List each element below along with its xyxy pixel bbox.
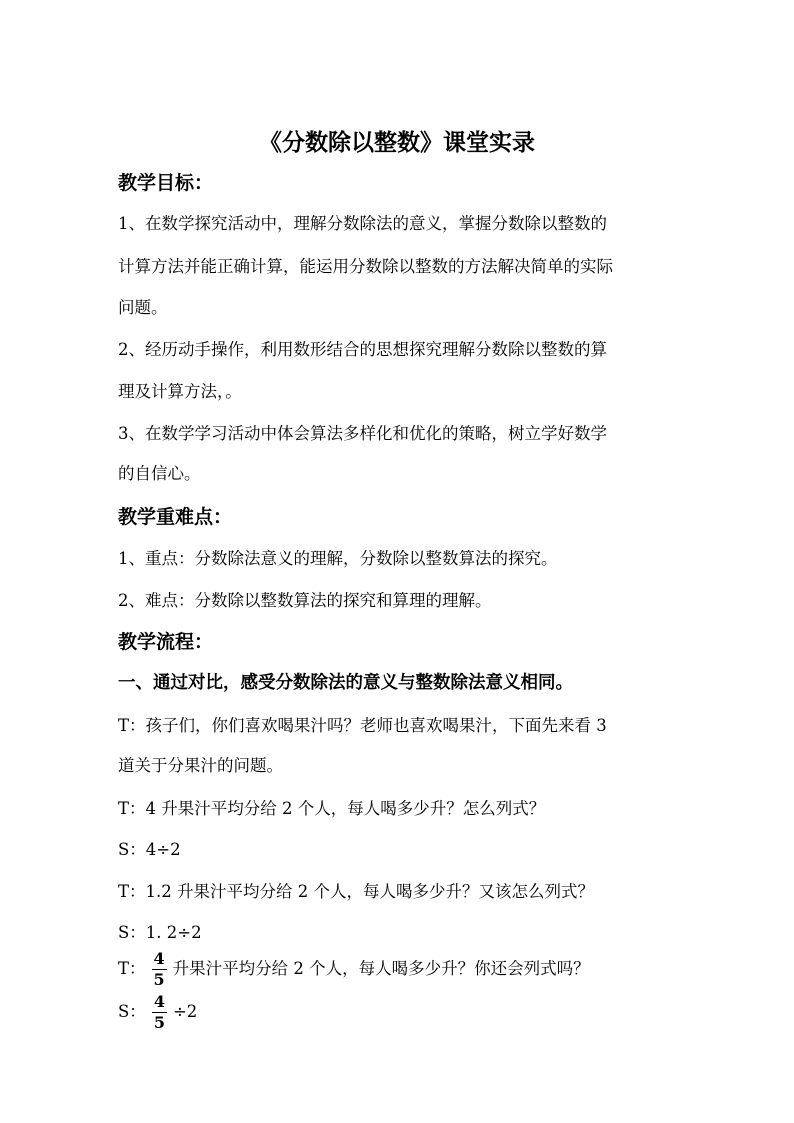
dialogue-s3-prefix: S： <box>118 1002 146 1021</box>
part-1-heading: 一、通过对比，感受分数除法的意义与整数除法意义相同。 <box>118 673 573 693</box>
goal-3-line-2: 的自信心。 <box>118 464 201 483</box>
dialogue-s3-suffix: ÷2 <box>172 1002 198 1021</box>
dialogue-t1-line-1: T：孩子们，你们喜欢喝果汁吗？老师也喜欢喝果汁，下面先来看 3 <box>118 716 607 735</box>
dialogue-s3 <box>118 992 197 1033</box>
dialogue-t4 <box>118 949 590 990</box>
dialogue-s1: S：4÷2 <box>118 840 181 859</box>
goal-3-line-1: 3、在数学学习活动中体会算法多样化和优化的策略，树立学好数学 <box>118 424 607 443</box>
dialogue-t1-line-2: 道关于分果汁的问题。 <box>118 756 283 775</box>
flow-heading: 教学流程： <box>118 631 214 653</box>
dialogue-t4-prefix: T： <box>118 959 146 978</box>
goal-1-line-1: 1、在数学探究活动中，理解分数除法的意义，掌握分数除以整数的 <box>118 214 607 233</box>
goal-2-line-1: 2、经历动手操作，利用数形结合的思想探究理解分数除以整数的算 <box>118 340 607 359</box>
fraction-four-fifths <box>152 949 167 990</box>
page-title: 《分数除以整数》课堂实录 <box>259 129 535 156</box>
key-point-2: 2、难点：分数除以整数算法的探究和算理的理解。 <box>118 591 492 610</box>
dialogue-t2: T：4 升果汁平均分给 2 个人，每人喝多少升？怎么列式？ <box>118 799 546 818</box>
key-point-1: 1、重点：分数除法意义的理解，分数除以整数算法的探究。 <box>118 549 558 568</box>
goal-2-line-2: 理及计算方法，。 <box>118 382 242 401</box>
goals-heading: 教学目标： <box>118 172 214 194</box>
fraction-numerator: 4 <box>153 992 165 1011</box>
goal-1-line-3: 问题。 <box>118 298 168 317</box>
fraction-four-fifths-2 <box>152 992 167 1033</box>
fraction-denominator: 5 <box>153 1013 165 1032</box>
fraction-numerator: 4 <box>153 949 165 968</box>
dialogue-s2: S：1. 2÷2 <box>118 923 202 942</box>
goal-1-line-2: 计算方法并能正确计算，能运用分数除以整数的方法解决简单的实际 <box>118 257 613 276</box>
dialogue-t4-suffix: 升果汁平均分给 2 个人，每人喝多少升？你还会列式吗？ <box>172 959 590 978</box>
fraction-denominator: 5 <box>153 970 165 989</box>
key-points-heading: 教学重难点： <box>118 506 233 528</box>
dialogue-t3: T：1.2 升果汁平均分给 2 个人，每人喝多少升？又该怎么列式？ <box>118 882 594 901</box>
